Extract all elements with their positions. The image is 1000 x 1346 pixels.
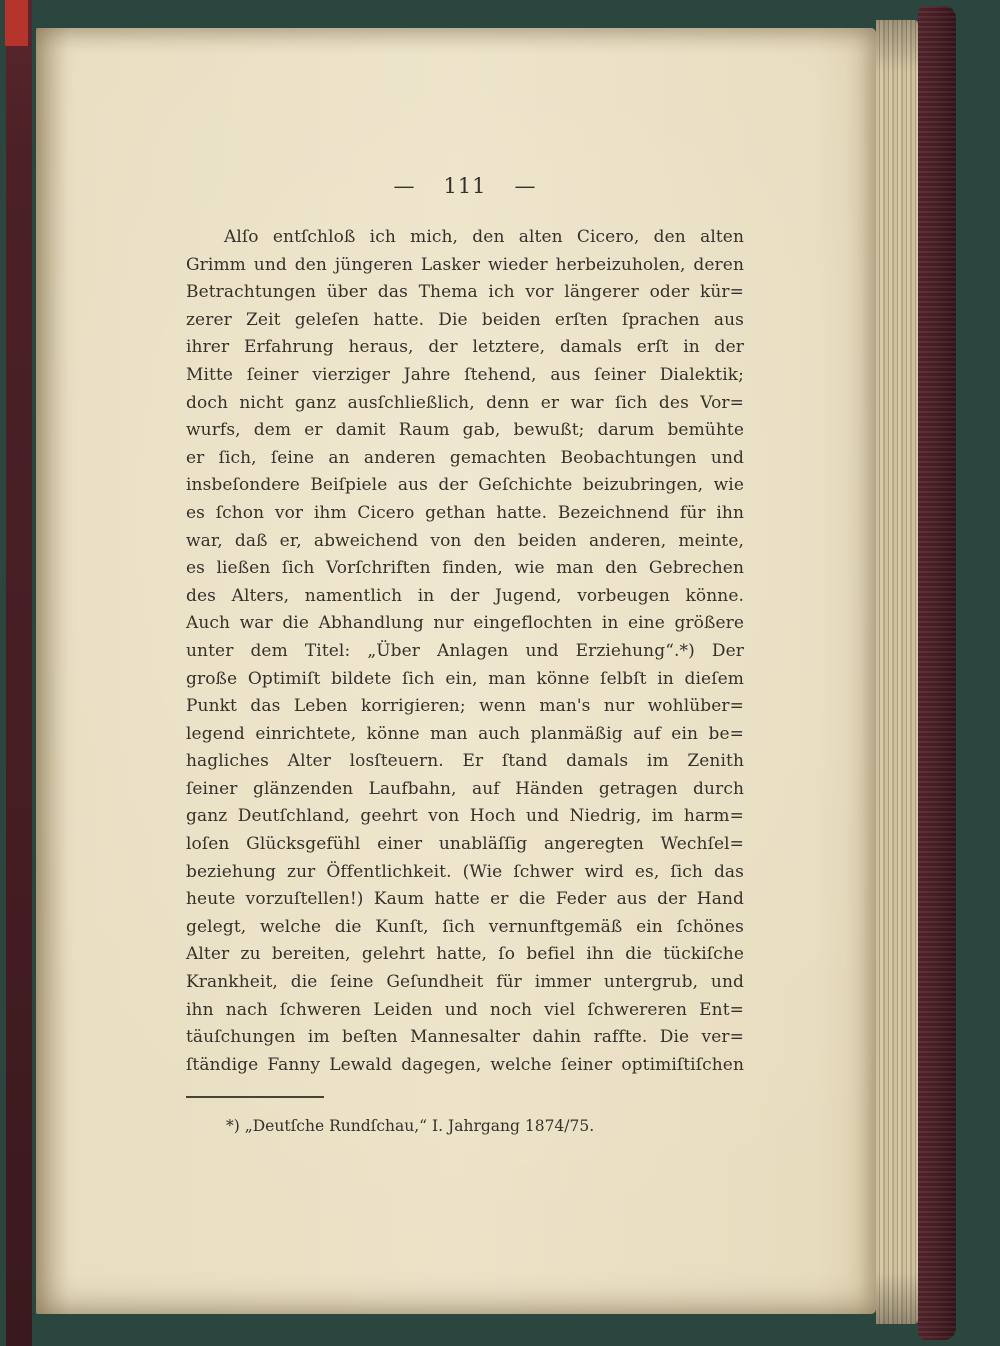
body-text-line: insbeſondere Beiſpiele aus der Geſchichte beizubringen, wie bbox=[186, 475, 744, 496]
book-cover-right-edge bbox=[918, 6, 956, 1340]
body-text-line: Grimm und den jüngeren Lasker wieder herbeizuholen, deren bbox=[186, 254, 744, 275]
header-dash-right: — bbox=[514, 174, 537, 198]
body-text-line: beziehung zur Öffentlichkeit. (Wie ſchwer wird es, ſich das bbox=[186, 861, 744, 882]
body-text-line: ſeiner glänzenden Laufbahn, auf Händen getragen durch bbox=[186, 778, 744, 799]
body-text-line: es ſchon vor ihm Cicero gethan hatte. Bezeichnend für ihn bbox=[186, 502, 744, 523]
body-text-line: hagliches Alter losſteuern. Er ſtand damals im Zenith bbox=[186, 751, 744, 772]
body-text-line: wurfs, dem er damit Raum gab, bewußt; darum bemühte bbox=[186, 420, 744, 441]
page-number: 111 bbox=[443, 174, 487, 198]
page-header bbox=[186, 174, 744, 198]
book-cover-left-edge bbox=[6, 0, 32, 1346]
footnote-text: *) „Deutſche Rundſchau,“ I. Jahrgang 1874/75. bbox=[226, 1117, 595, 1135]
body-text-line: des Alters, namentlich in der Jugend, vorbeugen könne. bbox=[186, 585, 744, 606]
footnote-rule bbox=[186, 1096, 324, 1098]
body-text-line: gelegt, welche die Kunſt, ſich vernunftgemäß ein ſchönes bbox=[186, 916, 744, 937]
body-text-line: loſen Glücksgefühl einer unabläſſig angeregten Wechſel= bbox=[186, 834, 744, 855]
body-text-line: doch nicht ganz ausſchließlich, denn er war ſich des Vor= bbox=[186, 392, 744, 413]
header-dash-left: — bbox=[393, 174, 416, 198]
body-text-line: ſtändige Fanny Lewald dagegen, welche ſeiner optimiſtiſchen bbox=[186, 1054, 744, 1075]
body-text-line: unter dem Titel: „Über Anlagen und Erziehung“.*) Der bbox=[186, 640, 744, 661]
body-text-line: Auch war die Abhandlung nur eingeflochten in eine größere bbox=[186, 613, 744, 634]
body-text-line: es ließen ſich Vorſchriften finden, wie man den Gebrechen bbox=[186, 558, 744, 579]
spine-red-patch bbox=[5, 0, 28, 46]
body-text-line: täuſchungen im beſten Mannesalter dahin raffte. Die ver= bbox=[186, 1027, 744, 1048]
body-text-line: legend einrichtete, könne man auch planmäßig auf ein be= bbox=[186, 723, 744, 744]
body-text-line: heute vorzuſtellen!) Kaum hatte er die Feder aus der Hand bbox=[186, 889, 744, 910]
body-text-line: Alter zu bereiten, gelehrt hatte, ſo befiel ihn die tückiſche bbox=[186, 944, 744, 965]
body-text bbox=[186, 224, 744, 1079]
body-text-line: war, daß er, abweichend von den beiden anderen, meinte, bbox=[186, 530, 744, 551]
body-text-line: Mitte ſeiner vierziger Jahre ſtehend, aus ſeiner Dialektik; bbox=[186, 364, 744, 385]
body-text-line: er ſich, ſeine an anderen gemachten Beobachtungen und bbox=[186, 447, 744, 468]
body-text-line: große Optimiſt bildete ſich ein, man könne ſelbſt in dieſem bbox=[186, 668, 744, 689]
book-page bbox=[36, 28, 876, 1314]
body-text-line: ganz Deutſchland, geehrt von Hoch und Niedrig, im harm= bbox=[186, 806, 744, 827]
body-text-line: Alſo entſchloß ich mich, den alten Cicero, den alten bbox=[224, 227, 744, 247]
body-text-line: ihrer Erfahrung heraus, der letztere, damals erſt in der bbox=[186, 337, 744, 358]
body-text-line: Betrachtungen über das Thema ich vor längerer oder kür= bbox=[186, 282, 744, 303]
body-text-line: ihn nach ſchweren Leiden und noch viel ſchwereren Ent= bbox=[186, 999, 744, 1020]
body-text-line: zerer Zeit geleſen hatte. Die beiden erſten ſprachen aus bbox=[186, 309, 744, 330]
body-text-line: Krankheit, die ſeine Geſundheit für immer untergrub, und bbox=[186, 972, 744, 993]
page-edges bbox=[876, 20, 918, 1324]
body-text-line: Punkt das Leben korrigieren; wenn man's nur wohlüber= bbox=[186, 696, 744, 717]
